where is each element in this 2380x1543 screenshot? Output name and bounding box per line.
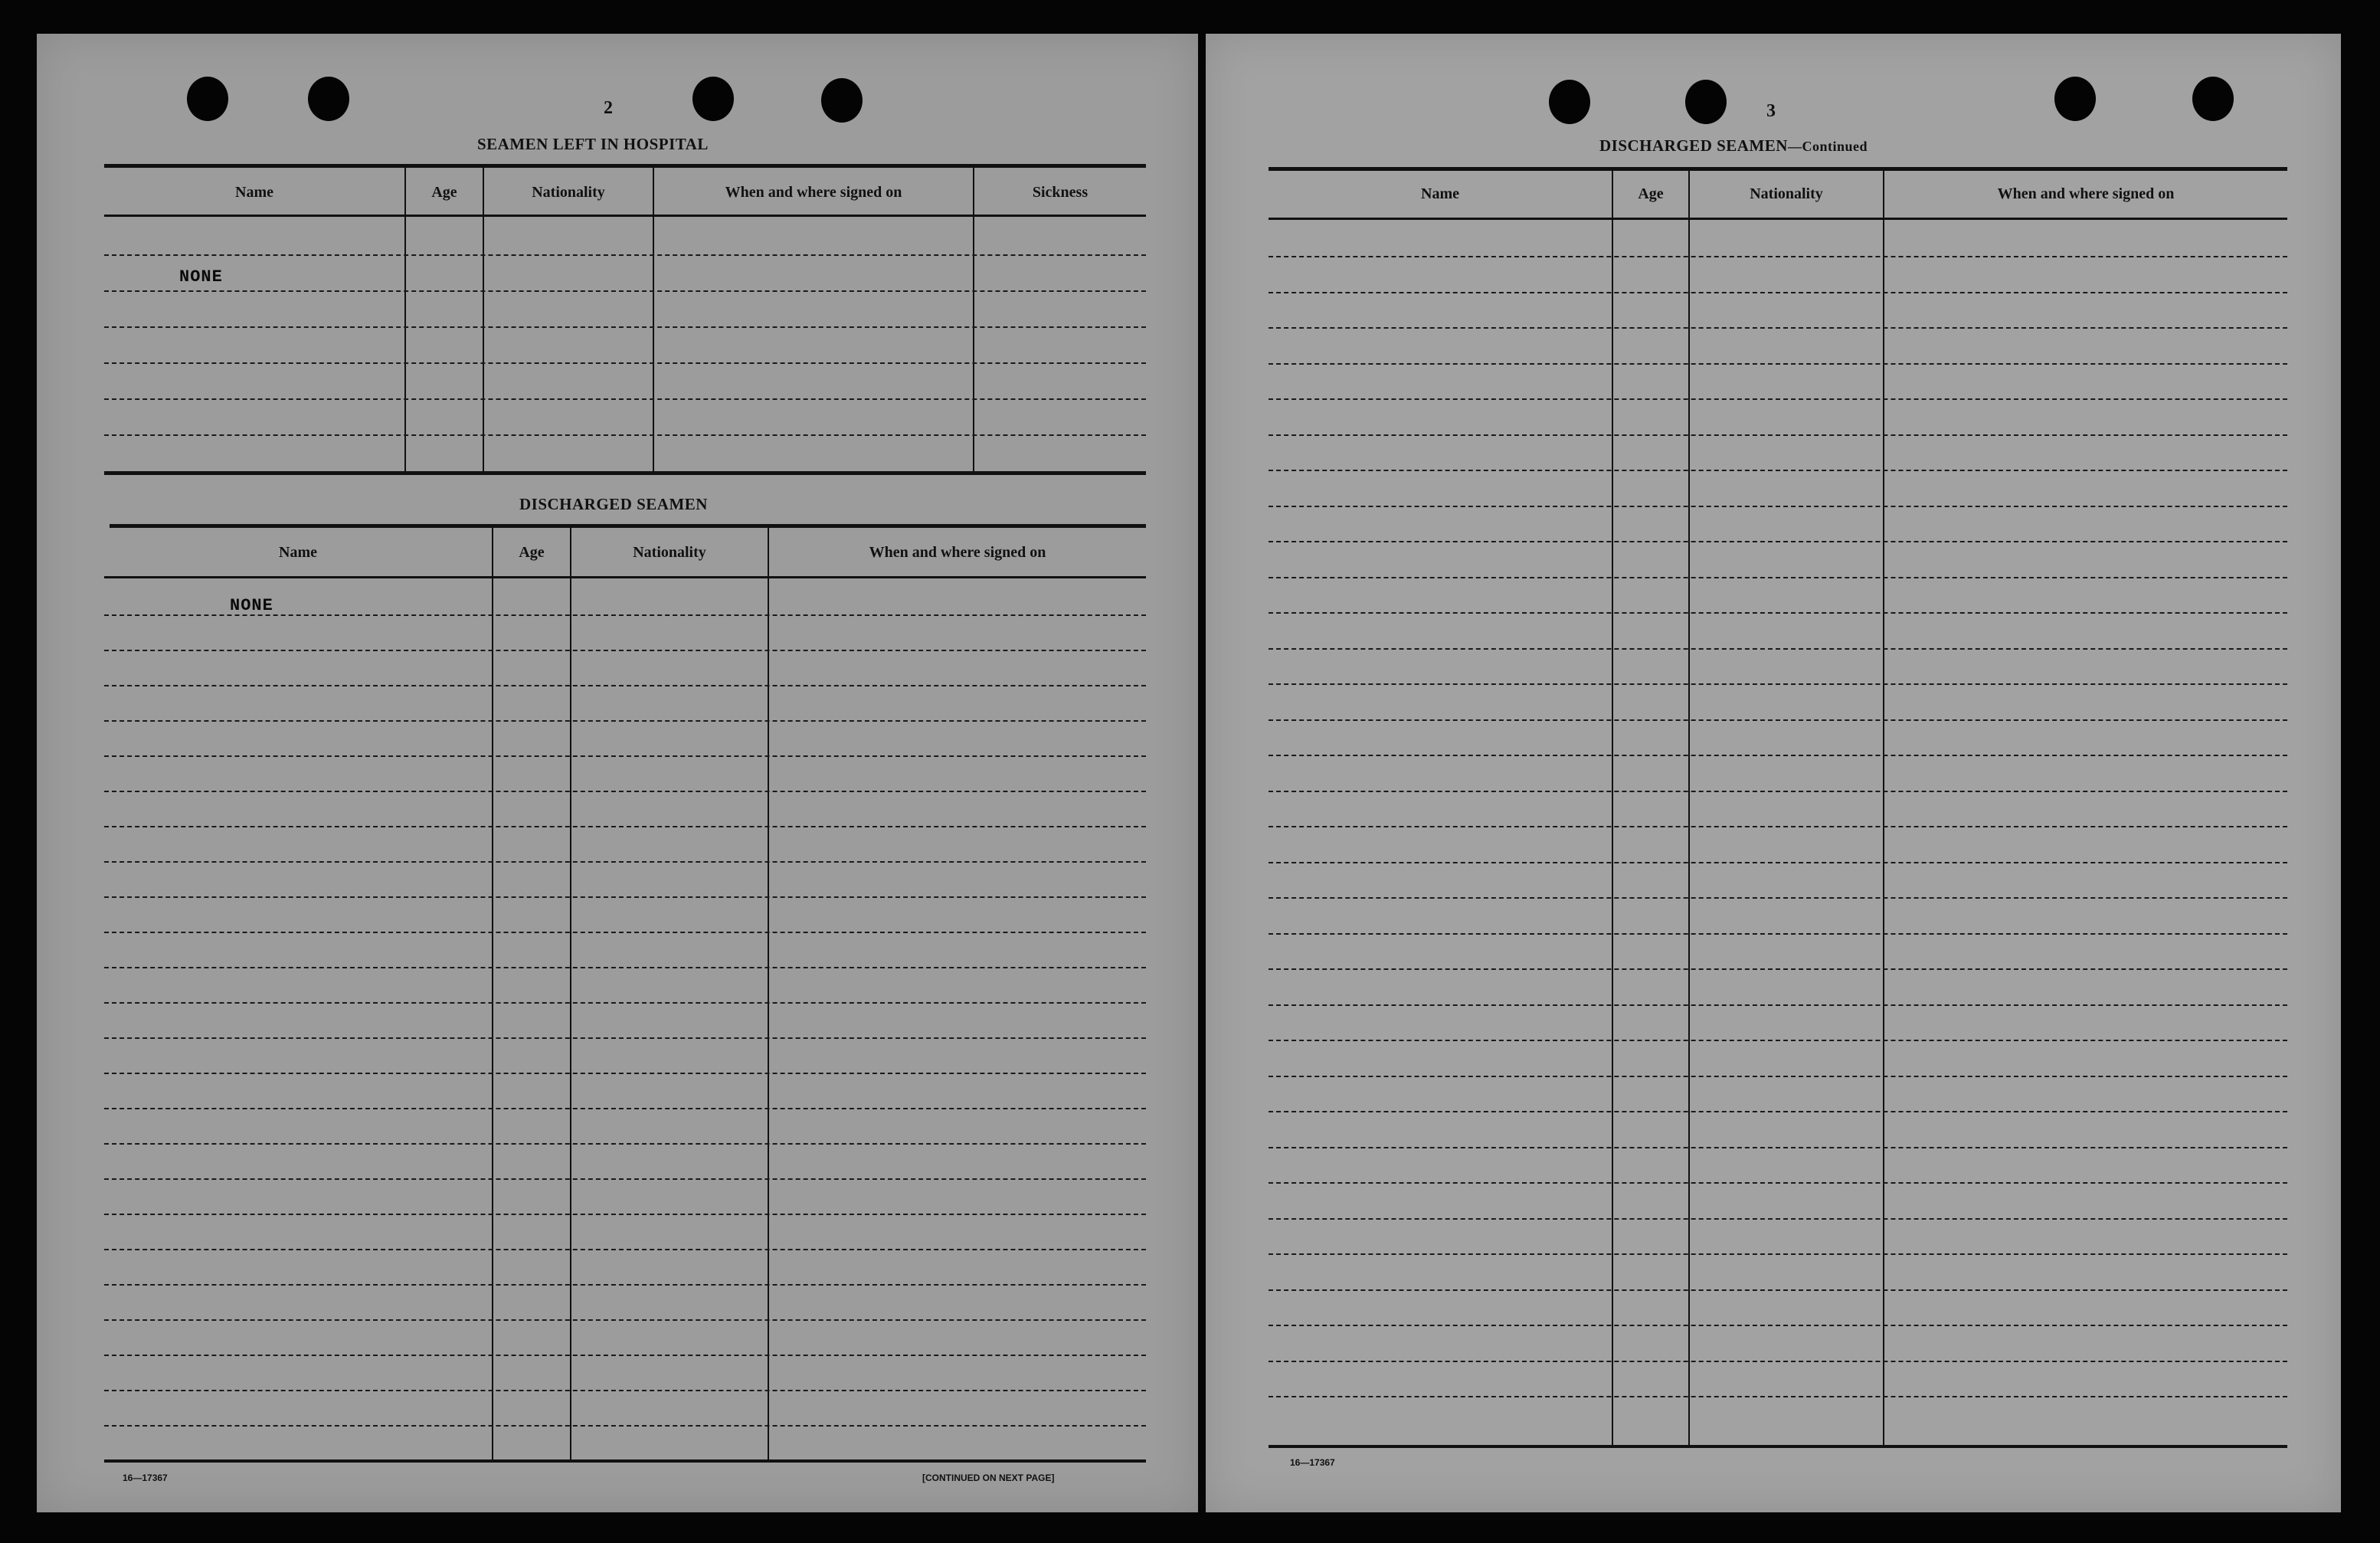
binder-hole-icon (821, 78, 863, 123)
ruled-line (1269, 1325, 2287, 1326)
ruled-line (104, 685, 1146, 686)
ruled-line (104, 861, 1146, 863)
column-header-nationality: Nationality (633, 544, 706, 561)
ruled-line (104, 1425, 1146, 1427)
ruled-line (104, 1108, 1146, 1109)
ruled-line (1269, 933, 2287, 935)
binder-hole-icon (308, 77, 349, 121)
ruled-line (1269, 541, 2287, 542)
ruled-line (104, 326, 1146, 328)
left-page (37, 34, 1198, 1512)
ruled-line (1269, 1004, 2287, 1006)
right-page (1206, 34, 2341, 1512)
ruled-line (104, 1284, 1146, 1286)
column-divider (483, 168, 484, 471)
ruled-line (104, 362, 1146, 364)
binder-hole-icon (692, 77, 734, 121)
column-header-name: Name (235, 184, 273, 201)
ruled-line (104, 791, 1146, 792)
ruled-line (1269, 1147, 2287, 1148)
table-top-rule (1269, 167, 2287, 171)
ruled-line (104, 1249, 1146, 1250)
ruled-line (1269, 1076, 2287, 1077)
column-header-age: Age (431, 184, 457, 201)
ruled-line (1269, 719, 2287, 721)
column-header-nationality: Nationality (1750, 185, 1823, 202)
header-rule (104, 215, 1146, 217)
ruled-line (1269, 755, 2287, 756)
ruled-line (1269, 256, 2287, 257)
discharged-entry: NONE (230, 596, 273, 615)
hospital-section-title: SEAMEN LEFT IN HOSPITAL (477, 135, 709, 153)
ruled-line (104, 896, 1146, 898)
ruled-line (1269, 577, 2287, 578)
ruled-line (104, 1002, 1146, 1004)
ruled-line (104, 755, 1146, 757)
ruled-line (1269, 292, 2287, 293)
ruled-line (1269, 1040, 2287, 1041)
column-header-signed-on: When and where signed on (725, 184, 902, 201)
header-rule (1269, 218, 2287, 220)
table-top-rule (104, 164, 1146, 168)
column-header-sickness: Sickness (1032, 184, 1089, 201)
ruled-line (104, 254, 1146, 256)
ruled-line (1269, 506, 2287, 507)
ruled-line (104, 1319, 1146, 1321)
ruled-line (104, 290, 1146, 292)
ruled-line (1269, 327, 2287, 329)
ruled-line (104, 650, 1146, 651)
discharged-continued-title (1599, 136, 1868, 156)
column-header-age: Age (519, 544, 545, 561)
ruled-line (104, 1355, 1146, 1356)
table-bottom-rule (1269, 1445, 2287, 1448)
page-number: 3 (1766, 101, 1776, 121)
column-header-nationality: Nationality (532, 184, 605, 201)
title-suffix: —Continued (1787, 139, 1868, 154)
column-header-name: Name (279, 544, 317, 561)
ruled-line (104, 967, 1146, 968)
ruled-line (1269, 1289, 2287, 1291)
ruled-line (1269, 968, 2287, 970)
form-number: 16—17367 (123, 1473, 168, 1483)
ruled-line (104, 1037, 1146, 1039)
ruled-line (1269, 1182, 2287, 1184)
binder-hole-icon (1685, 80, 1727, 124)
ruled-line (1269, 1396, 2287, 1397)
ruled-line (1269, 862, 2287, 863)
ruled-line (104, 720, 1146, 722)
table-bottom-rule (104, 1459, 1146, 1463)
ruled-line (1269, 398, 2287, 400)
column-header-signed-on: When and where signed on (869, 544, 1046, 561)
ruled-line (1269, 1218, 2287, 1220)
column-header-signed-on: When and where signed on (1997, 185, 2175, 202)
header-rule (104, 576, 1146, 578)
table-bottom-rule (104, 471, 1146, 475)
ruled-line (104, 434, 1146, 436)
ruled-line (1269, 648, 2287, 650)
column-divider (653, 168, 654, 471)
ruled-line (104, 1214, 1146, 1215)
ruled-line (104, 614, 1146, 616)
ruled-line (104, 826, 1146, 827)
binder-hole-icon (2192, 77, 2234, 121)
ruled-line (1269, 470, 2287, 471)
ruled-line (1269, 1253, 2287, 1255)
column-divider (404, 168, 406, 471)
ruled-line (104, 398, 1146, 400)
ruled-line (1269, 826, 2287, 827)
ruled-line (1269, 612, 2287, 614)
ruled-line (1269, 791, 2287, 792)
ruled-line (104, 1073, 1146, 1074)
form-number: 16—17367 (1290, 1457, 1335, 1468)
ruled-line (1269, 434, 2287, 436)
ruled-line (1269, 1111, 2287, 1112)
discharged-section-title: DISCHARGED SEAMEN (519, 495, 708, 513)
binder-hole-icon (187, 77, 228, 121)
ruled-line (104, 932, 1146, 933)
column-header-name: Name (1421, 185, 1459, 202)
column-divider (973, 168, 974, 471)
ruled-line (104, 1390, 1146, 1391)
ruled-line (1269, 897, 2287, 899)
ruled-line (1269, 1361, 2287, 1362)
ruled-line (104, 1143, 1146, 1145)
continued-note: [CONTINUED ON NEXT PAGE] (922, 1473, 1055, 1483)
ruled-line (1269, 683, 2287, 685)
ruled-line (104, 1178, 1146, 1180)
ruled-line (1269, 363, 2287, 365)
binder-hole-icon (1549, 80, 1590, 124)
binder-hole-icon (2054, 77, 2096, 121)
page-number: 2 (604, 98, 613, 118)
title-main: DISCHARGED SEAMEN (1599, 136, 1788, 155)
column-header-age: Age (1638, 185, 1664, 202)
table-top-rule (110, 524, 1146, 528)
hospital-entry: NONE (179, 267, 223, 287)
